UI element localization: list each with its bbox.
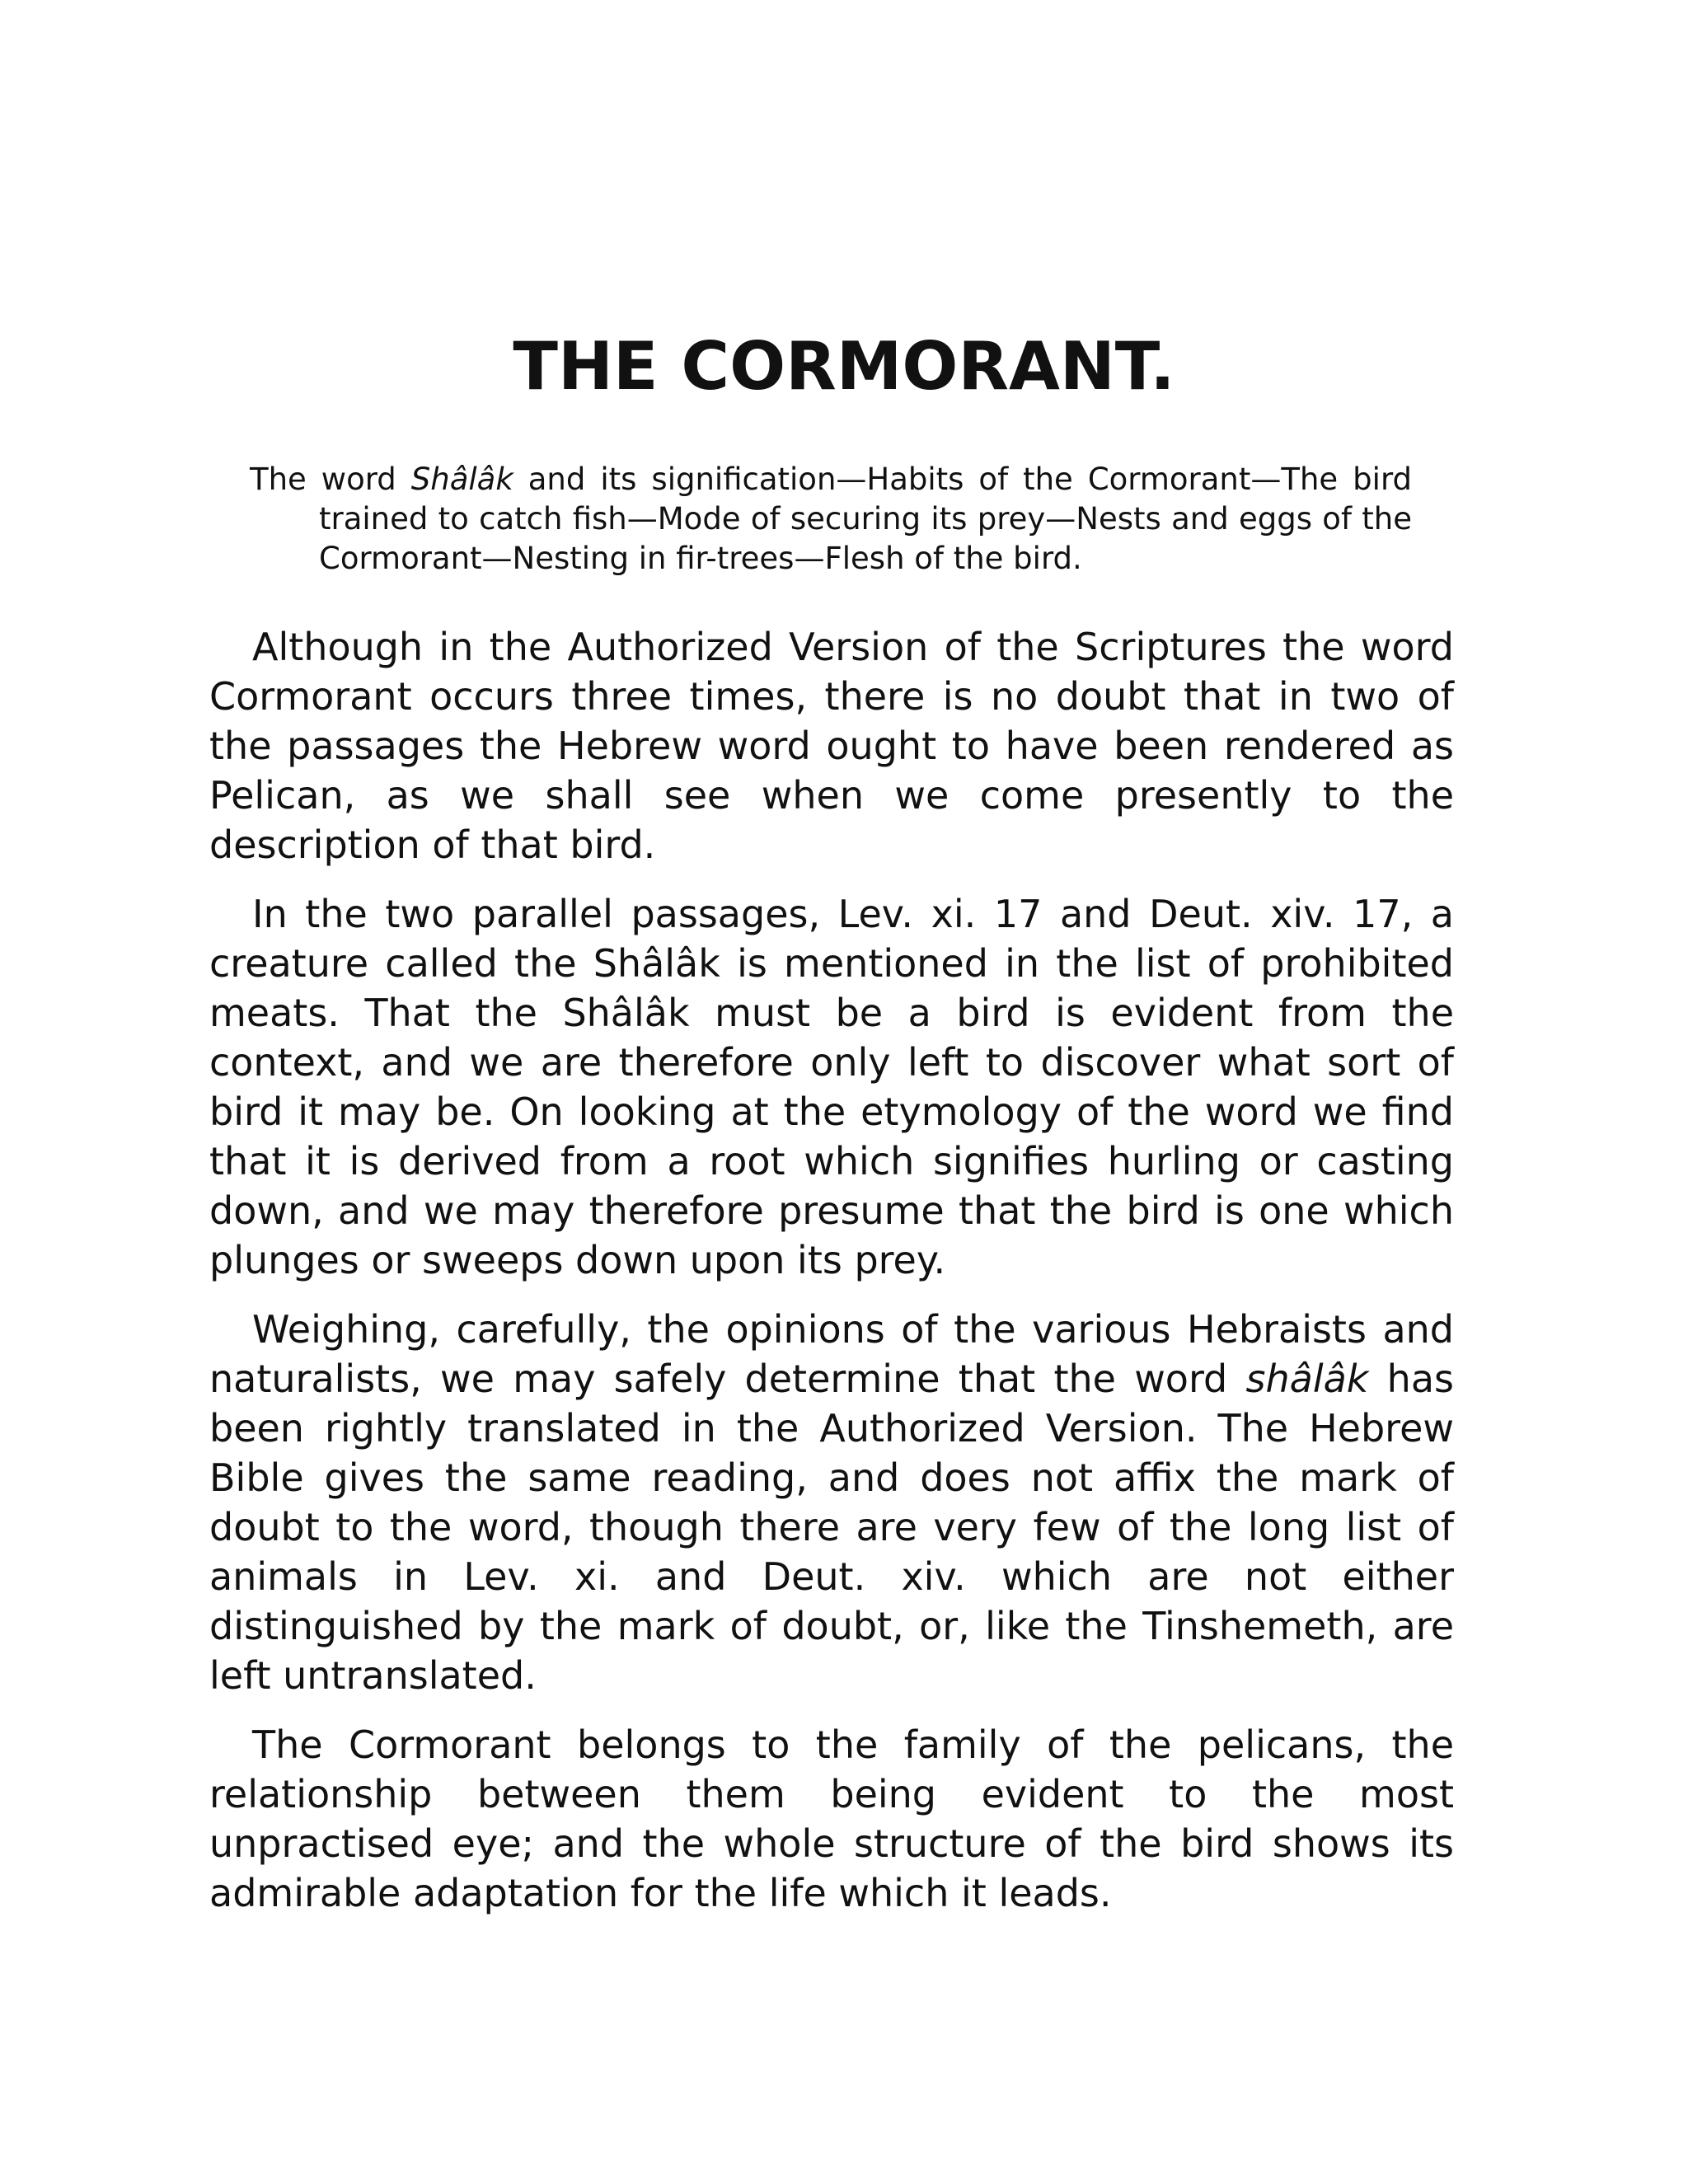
paragraph-3-term: shâlâk: [1245, 1357, 1369, 1401]
paragraph-2: In the two parallel passages, Lev. xi. 17 and Deut. xiv. 17, a creature called the Shâlâk is mentioned in the list of prohibited meats. That the Shâlâk must be a bird is evident from the context, and we are therefore only left to discover what sort of bird it may be. On looking at the etymology of the word we find that it is derived from a root which signifies hurling or casting down, and we may therefore presume that the bird is one which plunges or sweeps down upon its prey.: [209, 892, 1454, 1282]
paragraph-3: [209, 1305, 1454, 1700]
synopsis-rest: and its signification—Habits of the Cormorant—The bird trained to catch fish—Mode of securing its prey—Nests and eggs of the Cormorant—Nesting in fir-trees—Flesh of the bird.: [319, 462, 1412, 576]
chapter-synopsis: [250, 460, 1412, 579]
synopsis-term: Shâlâk: [410, 462, 513, 497]
paragraph-4: The Cormorant belongs to the family of the pelicans, the relationship between them being evident to the most unpractised eye; and the whole structure of the bird shows its admirable adaptation for the life which it leads.: [209, 1722, 1454, 1915]
body-text: [209, 622, 1454, 1938]
paragraph-3-lead: Weighing, carefully, the opinions of the various Hebraists and naturalists, we may safely determine that the word: [209, 1307, 1454, 1401]
paragraph-3-rest: has been rightly translated in the Authorized Version. The Hebrew Bible gives the same reading, and does not affix the mark of doubt to the word, though there are very few of the long list of animals in Lev. xi. and Deut. xiv. which are not either distinguished by the mark of doubt, or, like the Tinshemeth, are left untranslated.: [209, 1357, 1454, 1698]
synopsis-lead: The word: [250, 462, 411, 497]
paragraph-1: Although in the Authorized Version of the Scriptures the word Cormorant occurs three times, there is no doubt that in two of the passages the Hebrew word ought to have been rendered as Pelican, as we shall see when we come presently to the description of that bird.: [209, 625, 1454, 867]
chapter-title: THE CORMORANT.: [513, 328, 1175, 405]
